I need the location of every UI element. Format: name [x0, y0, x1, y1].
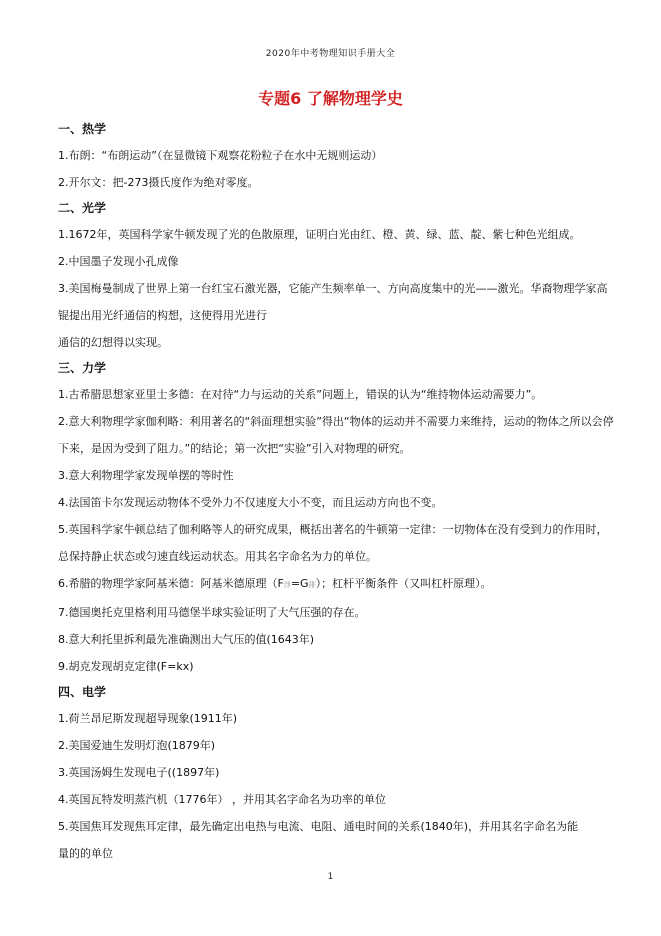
section-heading-electricity: 四、电学 [58, 685, 107, 699]
subscript-buoyancy: 浮 [283, 581, 291, 589]
page-number: 1 [327, 872, 334, 882]
archimedes-tail: ）；杠杆平衡条件（又叫杠杆原理）。 [315, 577, 492, 590]
section-heading-optics: 二、光学 [58, 201, 107, 215]
list-item: 1.1672年，英国科学家牛顿发现了光的色散原理，证明白光由红、橙、黄、绿、蓝、靛、紫七种色光组成。 [58, 228, 581, 241]
list-item: 2.中国墨子发现小孔成像 [58, 255, 179, 268]
list-item: 3.意大利物理学家发现单摆的等时性 [58, 469, 234, 482]
document-body [58, 120, 614, 867]
list-item: 4.法国笛卡尔发现运动物体不受外力不仅速度大小不变，而且运动方向也不变。 [58, 496, 443, 509]
list-item: 9.胡克发现胡克定律(F=kx) [58, 660, 194, 673]
section-heading-mechanics: 三、力学 [58, 361, 107, 375]
list-item-archimedes [58, 570, 614, 599]
list-item: 1.布朗：“布朗运动”（在显微镜下观察花粉粒子在水中无规则运动） [58, 149, 383, 162]
list-item: 1.荷兰昂尼斯发现超导现象(1911年) [58, 712, 238, 725]
list-item: 5.英国焦耳发现焦耳定律，最先确定出电热与电流、电阻、通电时间的关系(1840年)，并用其名字命名为能 [58, 820, 579, 833]
page-title: 专题6 了解物理学史 [258, 89, 403, 108]
section-heading-heat: 一、热学 [58, 122, 107, 136]
archimedes-text: 6.希腊的物理学家阿基米德：阿基米德原理（F [58, 577, 284, 590]
subscript-displaced: 排 [308, 581, 316, 589]
list-item: 通信的幻想得以实现。 [58, 336, 168, 349]
list-item: 量的的单位 [58, 847, 113, 860]
list-item: 3.美国梅曼制成了世界上第一台红宝石激光器，它能产生频率单一、方向高度集中的光——激光。华裔物理学家高锟提出用光纤通信的构想，这使得用光进行 [58, 282, 608, 322]
list-item: 1.古希腊思想家亚里士多德：在对待“力与运动的关系”问题上，错误的认为“维持物体运动需要力”。 [58, 388, 543, 401]
equals-g: =G [290, 577, 309, 590]
list-item: 3.英国汤姆生发现电子((1897年) [58, 766, 220, 779]
list-item: 4.英国瓦特发明蒸汽机（1776年） ，并用其名字命名为功率的单位 [58, 793, 386, 806]
list-item: 8.意大利托里拆利最先准确测出大气压的值(1643年) [58, 633, 315, 646]
list-item: 2.美国爱迪生发明灯泡(1879年) [58, 739, 216, 752]
list-item: 5.英国科学家牛顿总结了伽利略等人的研究成果，概括出著名的牛顿第一定律：一切物体在没有受到力的作用时，总保持静止状态或匀速直线运动状态。用其名字命名为力的单位。 [58, 523, 608, 563]
list-item: 7.德国奥托克里格利用马德堡半球实验证明了大气压强的存在。 [58, 606, 366, 619]
list-item: 2.开尔文：把-273摄氏度作为绝对零度。 [58, 176, 259, 189]
list-item: 2.意大利物理学家伽利略：利用著名的“斜面理想实验”得出“物体的运动并不需要力来维持，运动的物体之所以会停下来，是因为受到了阻力。”的结论；第一次把“实验”引入对物理的研究。 [58, 415, 614, 455]
running-header: 2020年中考物理知识手册大全 [265, 49, 396, 59]
